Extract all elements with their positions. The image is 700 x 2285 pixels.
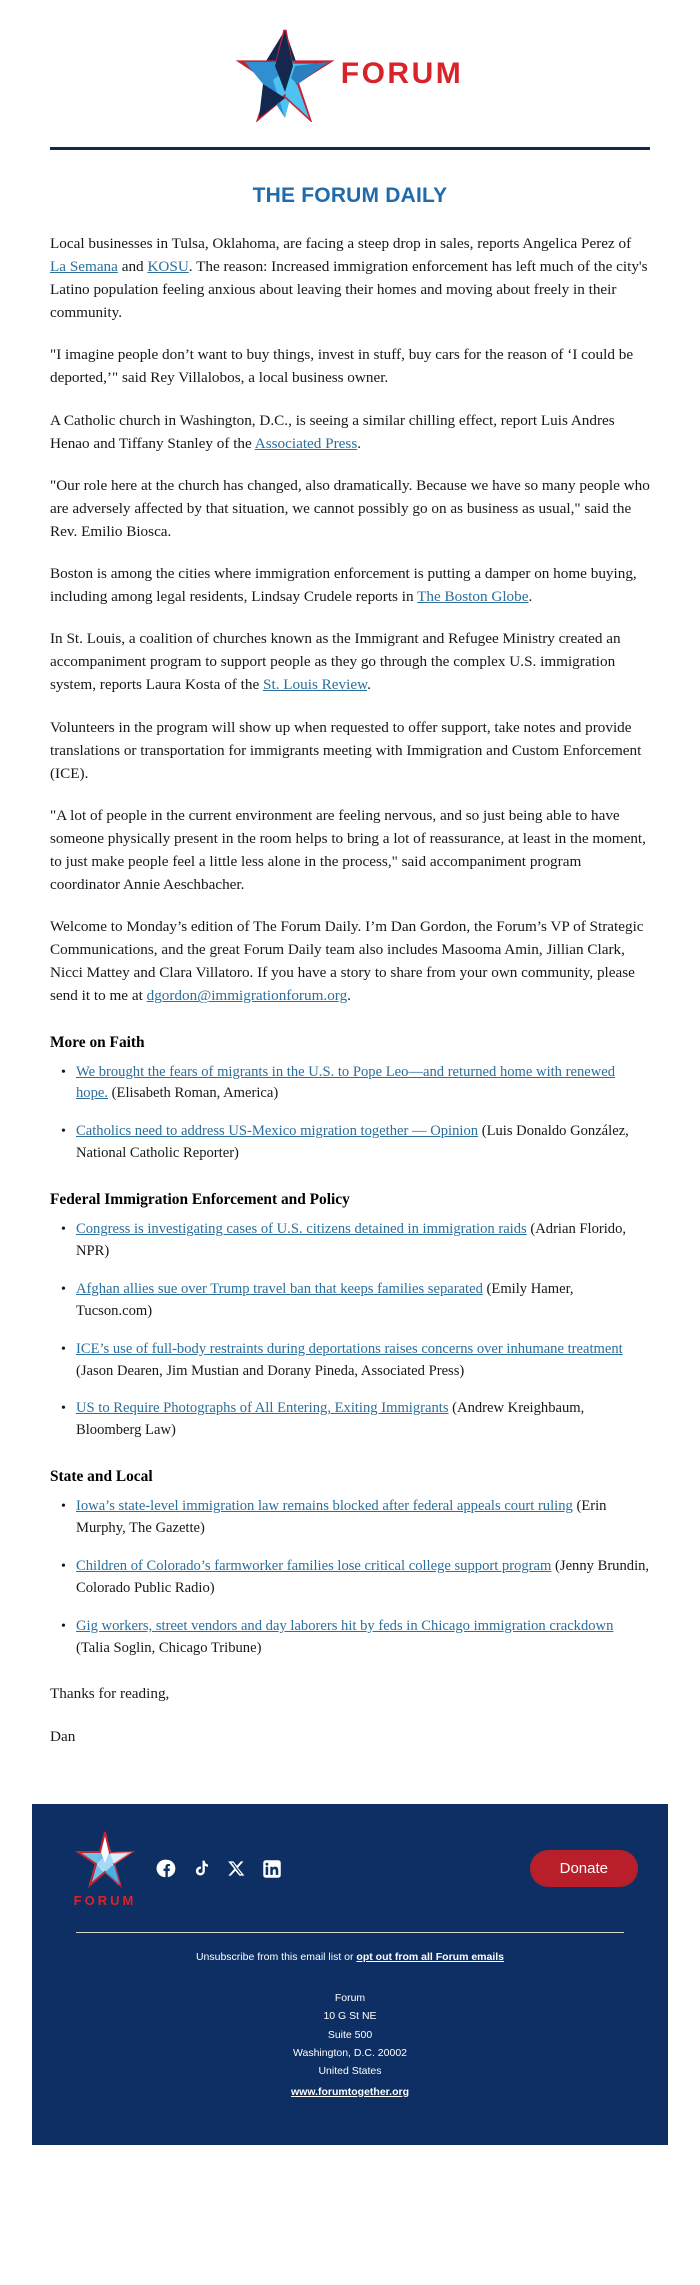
email-body xyxy=(0,150,700,1774)
list-item xyxy=(76,1062,650,1106)
link-boston-globe[interactable]: The Boston Globe xyxy=(417,588,529,606)
paragraph-villalobos-quote: "I imagine people don’t want to buy things, invest in stuff, buy cars for the reason of ‘I could be deported,’" said Rey Villalobos, a local business owner. xyxy=(50,346,634,387)
unsubscribe-line xyxy=(62,1951,638,1963)
address-country: United States xyxy=(318,2065,382,2078)
link-list-state-local xyxy=(50,1496,650,1659)
email-header xyxy=(0,0,700,150)
paragraph-boston xyxy=(50,562,650,608)
paragraph-welcome xyxy=(50,915,650,1007)
story-byline: (Adrian Florido, NPR) xyxy=(76,1221,627,1259)
list-item xyxy=(76,1556,650,1600)
para-text: Welcome to Monday’s edition of The Forum Daily. I’m Dan Gordon, the Forum’s VP of Strategic Communications, and the great Forum Daily team also includes Masooma Amin, Jillian Clark, Nicci Mattey and Clara Villatoro. If you have a story to share from your own community, please send it to me at xyxy=(50,918,644,1005)
para-text: and xyxy=(117,258,148,276)
section-heading-state-local: State and Local xyxy=(50,1468,153,1486)
link-kosu[interactable]: KOSU xyxy=(147,258,189,276)
paragraph-volunteers: Volunteers in the program will show up when requested to offer support, take notes and provide translations or transportation for immigrants meeting with Immigration and Custom Enforcement (ICE). xyxy=(50,718,642,782)
para-text: A Catholic church in Washington, D.C., is seeing a similar chilling effect, report Luis Andres Henao and Tiffany Stanley of the xyxy=(50,411,615,452)
address-block xyxy=(62,1989,638,2119)
story-link[interactable]: Afghan allies sue over Trump travel ban that keeps families separated xyxy=(76,1280,483,1297)
forum-logo-header[interactable] xyxy=(233,26,467,122)
page-title: THE FORUM DAILY xyxy=(252,184,448,207)
forum-star-logo-icon xyxy=(233,26,337,122)
paragraph-aeschbacher-quote: "A lot of people in the current environment are feeling nervous, and so just being able to have someone physically present in the room helps to bring a lot of reassurance, at least in the moment, to just make people feel a little less alone in the process," said accompaniment program coordinator Annie Aeschbacher. xyxy=(50,806,646,894)
donate-button[interactable]: Donate xyxy=(530,1850,638,1887)
forum-wordmark: FORUM xyxy=(340,57,464,90)
forum-star-logo-icon xyxy=(74,1830,136,1888)
story-byline: (Talia Soglin, Chicago Tribune) xyxy=(76,1639,262,1656)
website-link[interactable]: www.forumtogether.org xyxy=(290,2085,410,2098)
closing-thanks: Thanks for reading, xyxy=(50,1684,170,1702)
paragraph-dc-church xyxy=(50,409,650,455)
list-item xyxy=(76,1121,650,1165)
paragraph-tulsa xyxy=(50,232,650,324)
para-text: . xyxy=(347,987,351,1005)
story-byline: (Elisabeth Roman, America) xyxy=(108,1085,279,1102)
opt-out-link[interactable]: opt out from all Forum emails xyxy=(356,1950,505,1963)
link-list-faith xyxy=(50,1062,650,1166)
address-suite: Suite 500 xyxy=(327,2028,373,2041)
footer-wordmark: FORUM xyxy=(73,1892,137,1908)
para-text: In St. Louis, a coalition of churches known as the Immigrant and Refugee Ministry created an accompaniment program to support people as they go through the complex U.S. immigration system, reports Laura Kosta of the xyxy=(50,630,621,694)
story-link[interactable]: Gig workers, street vendors and day laborers hit by feds in Chicago immigration crackdown xyxy=(76,1617,614,1634)
address-org: Forum xyxy=(334,1991,366,2004)
story-link[interactable]: Congress is investigating cases of U.S. citizens detained in immigration raids xyxy=(76,1221,527,1238)
story-link[interactable]: We brought the fears of migrants in the U.S. to Pope Leo—and returned home with renewed hope. xyxy=(76,1063,616,1102)
footer-divider xyxy=(76,1932,624,1933)
paragraph-biosca-quote: "Our role here at the church has changed, also dramatically. Because we have so many people who are adversely affected by that situation, we cannot possibly go on as business as usual," said the Rev. Emilio Biosca. xyxy=(50,476,650,540)
address-street: 10 G St NE xyxy=(323,2010,377,2023)
paragraph-st-louis xyxy=(50,627,650,696)
closing-signature: Dan xyxy=(50,1727,76,1745)
link-associated-press[interactable]: Associated Press xyxy=(254,434,358,452)
section-heading-federal: Federal Immigration Enforcement and Policy xyxy=(50,1191,350,1209)
story-byline: (Emily Hamer, Tucson.com) xyxy=(76,1280,574,1319)
link-st-louis-review[interactable]: St. Louis Review xyxy=(263,676,368,694)
story-byline: (Luis Donaldo González, National Catholic Reporter) xyxy=(76,1123,629,1162)
story-link[interactable]: Iowa’s state-level immigration law remains blocked after federal appeals court ruling xyxy=(76,1498,573,1515)
list-item xyxy=(76,1496,650,1540)
tiktok-icon[interactable] xyxy=(191,1858,212,1879)
link-list-federal xyxy=(50,1219,650,1442)
list-item xyxy=(76,1616,650,1660)
list-item xyxy=(76,1279,650,1323)
list-item xyxy=(76,1219,650,1263)
story-byline: (Andrew Kreighbaum, Bloomberg Law) xyxy=(76,1400,585,1439)
footer-wrapper xyxy=(0,1774,700,2145)
linkedin-icon[interactable] xyxy=(261,1858,282,1879)
story-byline: (Jenny Brundin, Colorado Public Radio) xyxy=(76,1558,650,1596)
para-text: . xyxy=(367,676,371,694)
facebook-icon[interactable] xyxy=(156,1858,177,1879)
link-editor-email[interactable]: dgordon@immigrationforum.org xyxy=(146,987,348,1005)
para-text: Local businesses in Tulsa, Oklahoma, are facing a steep drop in sales, reports Angelica Perez of xyxy=(50,235,632,252)
para-text: . xyxy=(528,588,533,606)
social-links xyxy=(156,1858,530,1879)
address-city: Washington, D.C. 20002 xyxy=(292,2046,407,2059)
story-link[interactable]: US to Require Photographs of All Entering, Exiting Immigrants xyxy=(76,1400,449,1417)
story-link[interactable]: Children of Colorado’s farmworker families lose critical college support program xyxy=(76,1558,552,1574)
email-footer xyxy=(32,1804,668,2145)
para-text: . xyxy=(357,434,362,452)
story-byline: (Jason Dearen, Jim Mustian and Dorany Pineda, Associated Press) xyxy=(76,1362,465,1379)
story-link[interactable]: ICE’s use of full-body restraints during deportations raises concerns over inhumane treatment xyxy=(76,1340,623,1357)
forum-logo-footer[interactable] xyxy=(62,1830,148,1908)
section-heading-faith: More on Faith xyxy=(50,1033,145,1051)
story-link[interactable]: Catholics need to address US-Mexico migration together — Opinion xyxy=(76,1123,479,1140)
para-text: Boston is among the cities where immigration enforcement is putting a damper on home buying, including among legal residents, Lindsay Crudele reports in xyxy=(50,565,637,606)
unsubscribe-text: Unsubscribe from this email list or xyxy=(195,1950,357,1963)
link-la-semana[interactable]: La Semana xyxy=(50,258,118,276)
para-text: . The reason: Increased immigration enforcement has left much of the city's Latino population feeling anxious about leaving their homes and moving about freely in their community. xyxy=(50,258,648,322)
footer-top-row xyxy=(62,1830,638,1908)
x-twitter-icon[interactable] xyxy=(226,1858,247,1879)
story-byline: (Erin Murphy, The Gazette) xyxy=(76,1498,607,1537)
list-item xyxy=(76,1339,650,1383)
list-item xyxy=(76,1398,650,1442)
